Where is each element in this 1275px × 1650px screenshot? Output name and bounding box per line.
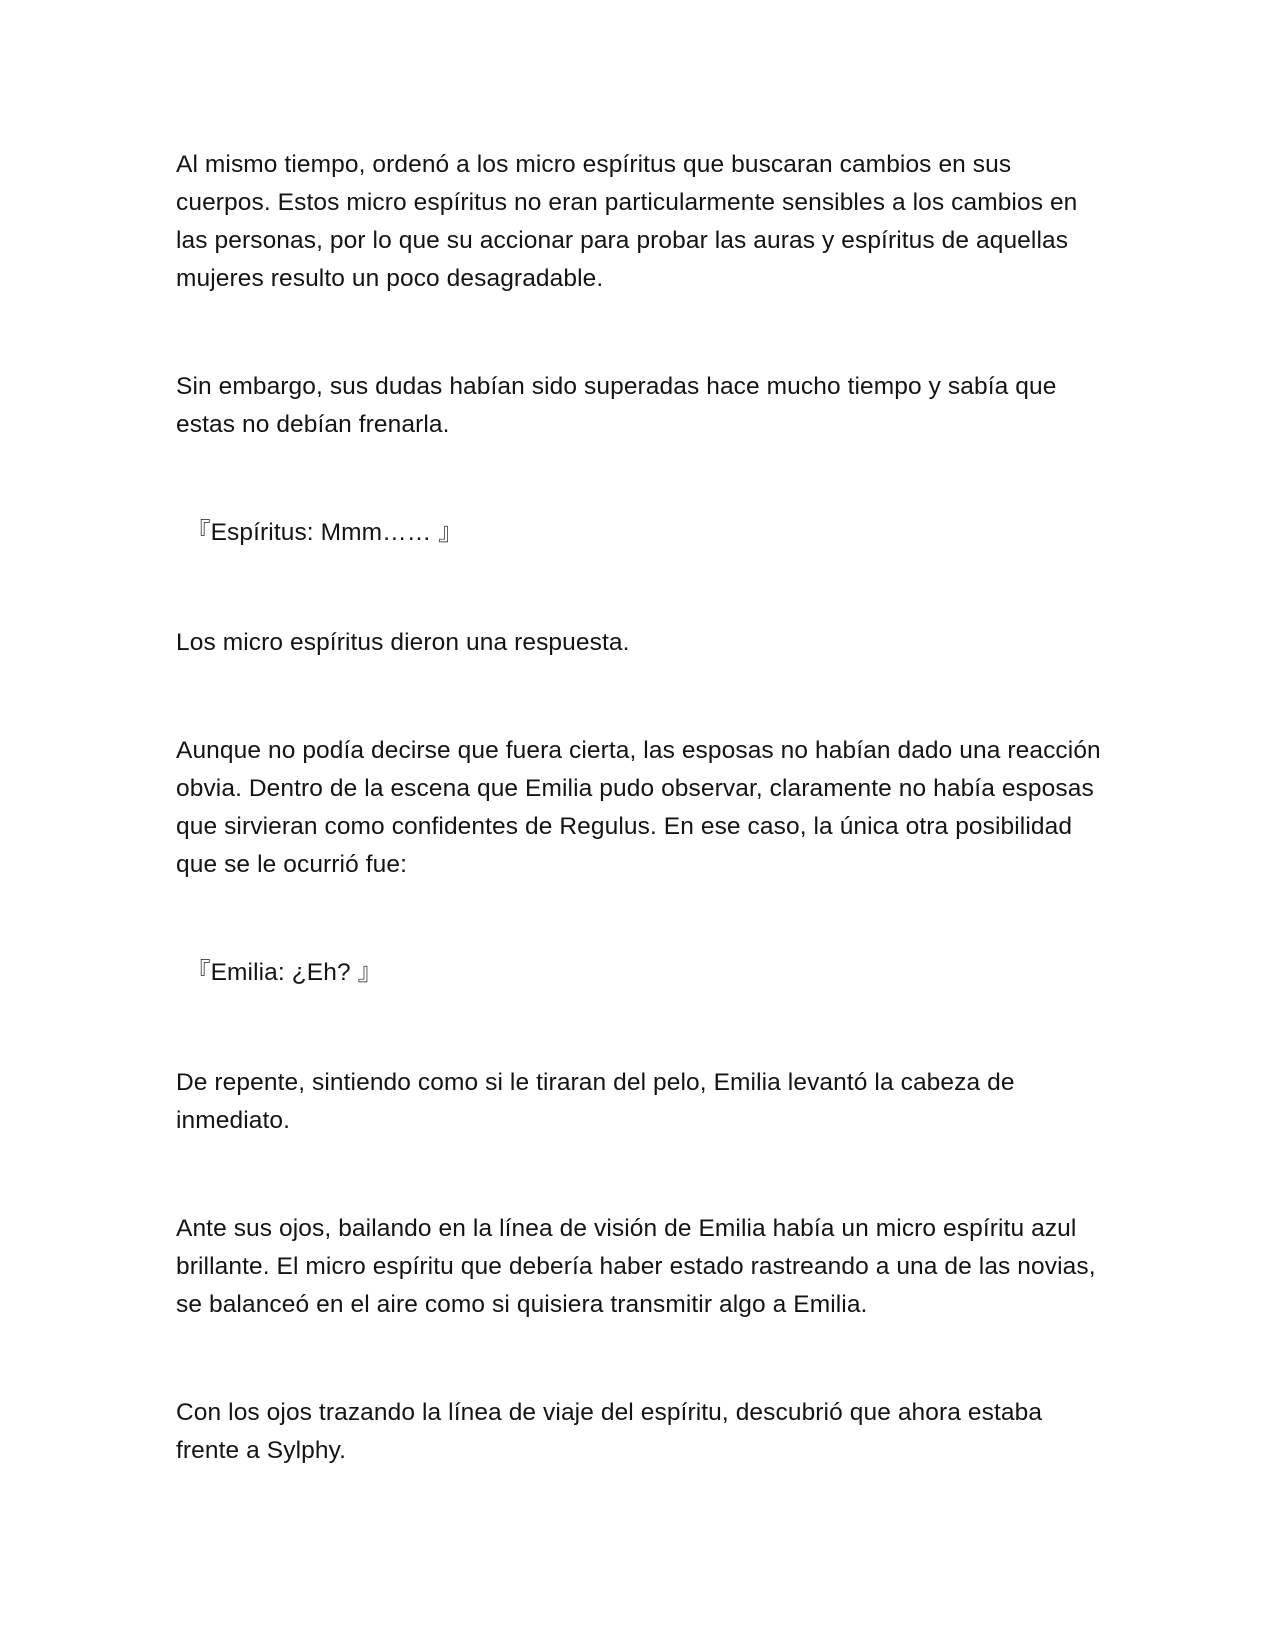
document-body [176, 146, 1106, 1470]
paragraph-7: Con los ojos trazando la línea de viaje del espíritu, descubrió que ahora estaba frente a Sylphy. [176, 1399, 1043, 1464]
paragraph-6: Ante sus ojos, bailando en la línea de visión de Emilia había un micro espíritu azul brillante. El micro espíritu que debería haber estado rastreando a una de las novias, se balanceó en el aire como si quisiera transmitir algo a Emilia. [176, 1215, 1096, 1318]
paragraph-2: Sin embargo, sus dudas habían sido superadas hace mucho tiempo y sabía que estas no debían frenarla. [176, 373, 1057, 438]
dialogue-emilia: 『Emilia: ¿Eh? 』 [186, 959, 383, 986]
dialogue-espiritus: 『Espíritus: Mmm…… 』 [186, 519, 463, 546]
paragraph-4: Aunque no podía decirse que fuera cierta, las esposas no habían dado una reacción obvia. Dentro de la escena que Emilia pudo observar, claramente no había esposas que sirvieran como confidentes de Regulus. En ese caso, la única otra posibilidad que se le ocurrió fue: [176, 737, 1101, 878]
paragraph-1: Al mismo tiempo, ordenó a los micro espíritus que buscaran cambios en sus cuerpos. Estos micro espíritus no eran particularmente sensibles a los cambios en las personas, por lo que su accionar para probar las auras y espíritus de aquellas mujeres resulto un poco desagradable. [176, 151, 1078, 292]
paragraph-5: De repente, sintiendo como si le tiraran del pelo, Emilia levantó la cabeza de inmediato. [176, 1069, 1015, 1134]
paragraph-3: Los micro espíritus dieron una respuesta. [176, 629, 630, 656]
